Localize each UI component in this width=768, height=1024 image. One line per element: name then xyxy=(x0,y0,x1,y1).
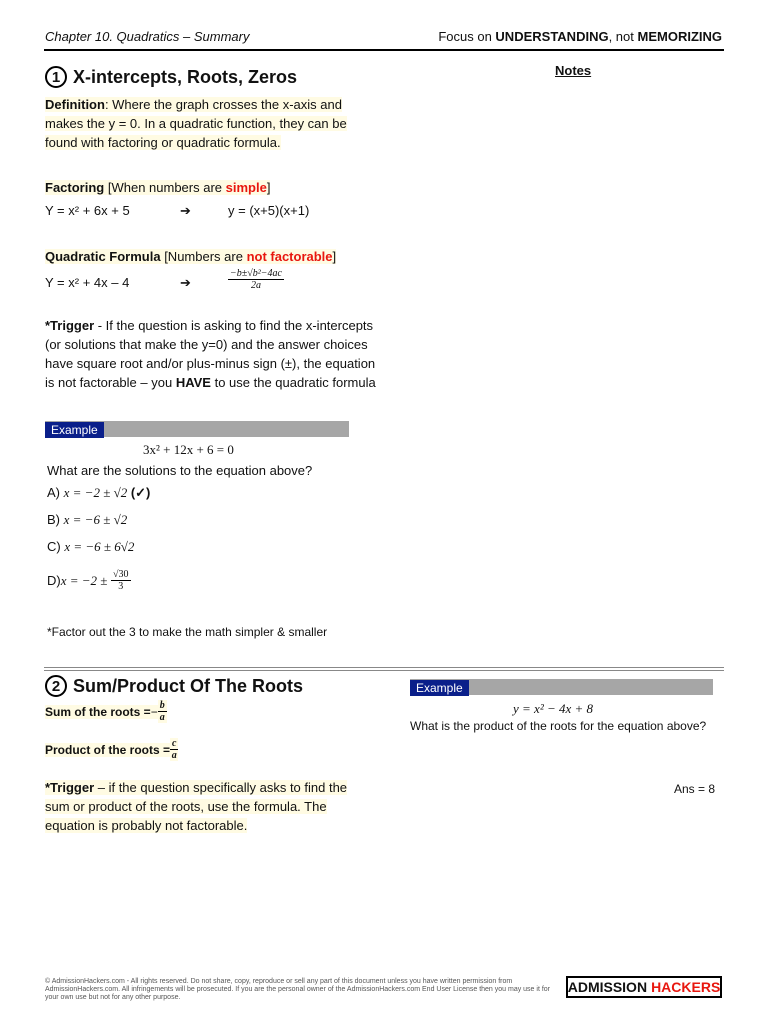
example2-bar xyxy=(410,679,713,695)
arrow-icon: ➔ xyxy=(180,275,191,290)
example2-answer: Ans = 8 xyxy=(674,782,716,796)
section1-title: X-intercepts, Roots, Zeros xyxy=(73,66,298,87)
product-label: Product of the roots = xyxy=(45,742,171,757)
definition xyxy=(45,95,375,152)
qf-label: Quadratic Formula xyxy=(45,249,161,264)
qf-post: ] xyxy=(332,249,337,264)
example-equation: 3x² + 12x + 6 = 0 xyxy=(143,442,234,457)
qf-heading xyxy=(45,247,336,266)
choice-a xyxy=(47,485,150,512)
answer-choices xyxy=(47,485,150,592)
arrow-icon: ➔ xyxy=(180,203,191,218)
choice-d-denominator: 3 xyxy=(118,581,124,592)
qf-pre: [Numbers are xyxy=(160,249,247,264)
section1-number: 1 xyxy=(45,66,67,88)
copyright-notice: © AdmissionHackers.com - All rights reserved. Do not share, copy, reproduce or sell any part of this document unless you have written permission from AdmissionHackers.com. All infringements will be prosecuted. If you are the personal owner of the AdmissionHackers.com End User License then you may use it for your own use but not for any other purpose. xyxy=(45,978,551,1001)
focus-pre: Focus on xyxy=(438,29,496,44)
factoring-pre: [When numbers are xyxy=(104,180,226,195)
admission-hackers-logo xyxy=(566,976,722,998)
sum-formula xyxy=(45,700,167,723)
factoring-label: Factoring xyxy=(45,180,105,195)
trigger-1 xyxy=(45,316,380,392)
choice-d-label: D) xyxy=(47,573,61,588)
choice-d-numerator: √30 xyxy=(113,569,129,580)
section2-number: 2 xyxy=(45,675,67,697)
focus-tagline xyxy=(438,29,722,44)
sum-sign: − xyxy=(150,704,158,719)
check-icon: (✓) xyxy=(127,485,151,500)
quadratic-formula xyxy=(228,268,284,291)
example-question: What are the solutions to the equation above? xyxy=(47,463,313,478)
trigger-2 xyxy=(45,778,375,835)
example2-equation: y = x² − 4x + 8 xyxy=(513,701,594,716)
sum-numerator: b xyxy=(159,700,165,711)
header-rule xyxy=(44,49,724,51)
factoring-rhs: y = (x+5)(x+1) xyxy=(228,203,310,218)
factoring-heading xyxy=(45,178,270,197)
trigger-have: HAVE xyxy=(175,375,211,390)
choice-b xyxy=(47,512,150,539)
product-formula xyxy=(45,738,178,761)
choice-a-math: x = −2 ± √2 xyxy=(63,485,128,500)
example2-question: What is the product of the roots for the equation above? xyxy=(410,719,707,733)
focus-understanding: UNDERSTANDING xyxy=(495,29,609,44)
qf-lhs: Y = x² + 4x – 4 xyxy=(45,275,130,290)
factoring-post: ] xyxy=(266,180,271,195)
section1-heading xyxy=(45,66,297,88)
definition-text: : Where the graph crosses the x-axis and makes the y = 0. In a quadratic function, they can be found with factoring or quadratic formula. xyxy=(45,97,347,150)
trigger-text: - If the question is asking to find the x-intercepts (or solutions that make the y=0) and the answer choices have square root and/or plus-minus sign (±), the equation is not factorable – you xyxy=(45,318,376,390)
choice-b-math: x = −6 ± √2 xyxy=(63,512,128,527)
trigger2-label: *Trigger xyxy=(45,780,95,795)
choice-a-label: A) xyxy=(47,485,64,500)
qf-not-factorable: not factorable xyxy=(246,249,333,264)
sum-denominator: a xyxy=(159,712,165,723)
factor-note: *Factor out the 3 to make the math simpler & smaller xyxy=(47,625,328,639)
trigger-end: to use the quadratic formula xyxy=(210,375,376,390)
choice-d-math: x = −2 ± xyxy=(60,572,108,588)
focus-memorizing: MEMORIZING xyxy=(637,29,722,44)
example-tag: Example xyxy=(45,422,104,438)
sum-label: Sum of the roots = xyxy=(45,704,151,719)
choice-d xyxy=(47,569,150,592)
section2-title: Sum/Product Of The Roots xyxy=(73,675,304,696)
example2-tag: Example xyxy=(410,680,469,696)
factoring-lhs: Y = x² + 6x + 5 xyxy=(45,203,130,218)
logo-hackers: HACKERS xyxy=(651,979,721,995)
definition-label: Definition xyxy=(45,97,105,112)
example-bar xyxy=(45,421,349,437)
chapter-title: Chapter 10. Quadratics – Summary xyxy=(45,29,250,44)
choice-b-label: B) xyxy=(47,512,64,527)
factoring-simple: simple xyxy=(225,180,267,195)
section-divider xyxy=(44,667,724,668)
notes-label: Notes xyxy=(555,63,592,78)
qf-numerator: −b±√b²−4ac xyxy=(230,268,282,279)
focus-mid: , not xyxy=(608,29,638,44)
choice-c xyxy=(47,539,150,566)
product-denominator: a xyxy=(171,750,177,761)
product-numerator: c xyxy=(172,738,177,749)
choice-c-label: C) xyxy=(47,539,65,554)
choice-c-math: x = −6 ± 6√2 xyxy=(64,539,135,554)
trigger2-text: – if the question specifically asks to find the sum or product of the roots, use the formula. The equation is probably not factorable. xyxy=(45,780,348,833)
qf-denominator: 2a xyxy=(250,280,261,291)
logo-admission: ADMISSION xyxy=(567,979,648,995)
section-divider xyxy=(44,670,724,671)
trigger-label: *Trigger xyxy=(45,318,95,333)
section2-heading xyxy=(45,675,303,697)
